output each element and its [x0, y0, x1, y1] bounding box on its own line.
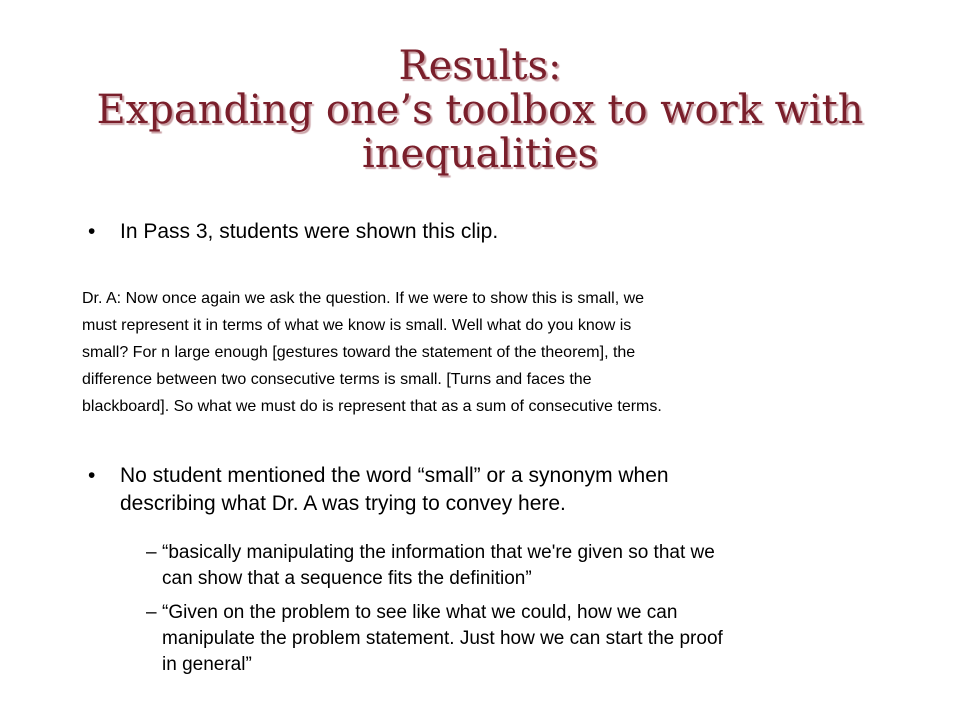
slide-title: [60, 44, 900, 176]
quote-line-1: Dr. A: Now once again we ask the question. If we were to show this is small, we: [82, 290, 645, 307]
title-line-1: Results:: [398, 43, 562, 89]
title-line-2: Expanding one’s toolbox to work with: [96, 87, 864, 133]
bullet-dot: •: [88, 220, 96, 243]
quote-line-3: small? For n large enough [gestures toward the statement of the theorem], the: [82, 344, 636, 361]
dr-a-quote: [82, 285, 872, 420]
sub-bullet-quote-2-line-2: manipulate the problem statement. Just how we can start the proof: [162, 628, 723, 649]
quote-line-4: difference between two consecutive terms is small. [Turns and faces the: [82, 371, 592, 388]
bullet-no-student-line-2: describing what Dr. A was trying to convey here.: [120, 492, 566, 515]
sub-bullet-dash: –: [146, 602, 157, 623]
title-line-3: inequalities: [361, 131, 599, 177]
sub-bullet-quote-2-line-1: “Given on the problem to see like what we could, how we can: [162, 602, 678, 623]
quote-line-2: must represent it in terms of what we know is small. Well what do you know is: [82, 317, 632, 334]
sub-bullet-quote-2-text: [162, 600, 723, 678]
quote-line-5: blackboard]. So what we must do is represent that as a sum of consecutive terms.: [82, 398, 662, 415]
bullet-no-student-text: [120, 462, 900, 518]
sub-bullet-quote-1-line-2: can show that a sequence fits the definition”: [162, 568, 532, 589]
sub-bullet-quote-1-text: [162, 540, 715, 592]
bullet-no-student-line-1: No student mentioned the word “small” or a synonym when: [120, 464, 669, 487]
sub-bullet-quote-1-line-1: “basically manipulating the information that we're given so that we: [162, 542, 715, 563]
bullet-dot: •: [88, 464, 96, 487]
bullet-pass-3-text: In Pass 3, students were shown this clip.: [120, 220, 499, 243]
sub-bullet-quote-2-line-3: in general”: [162, 654, 252, 675]
sub-bullet-dash: –: [146, 542, 157, 563]
